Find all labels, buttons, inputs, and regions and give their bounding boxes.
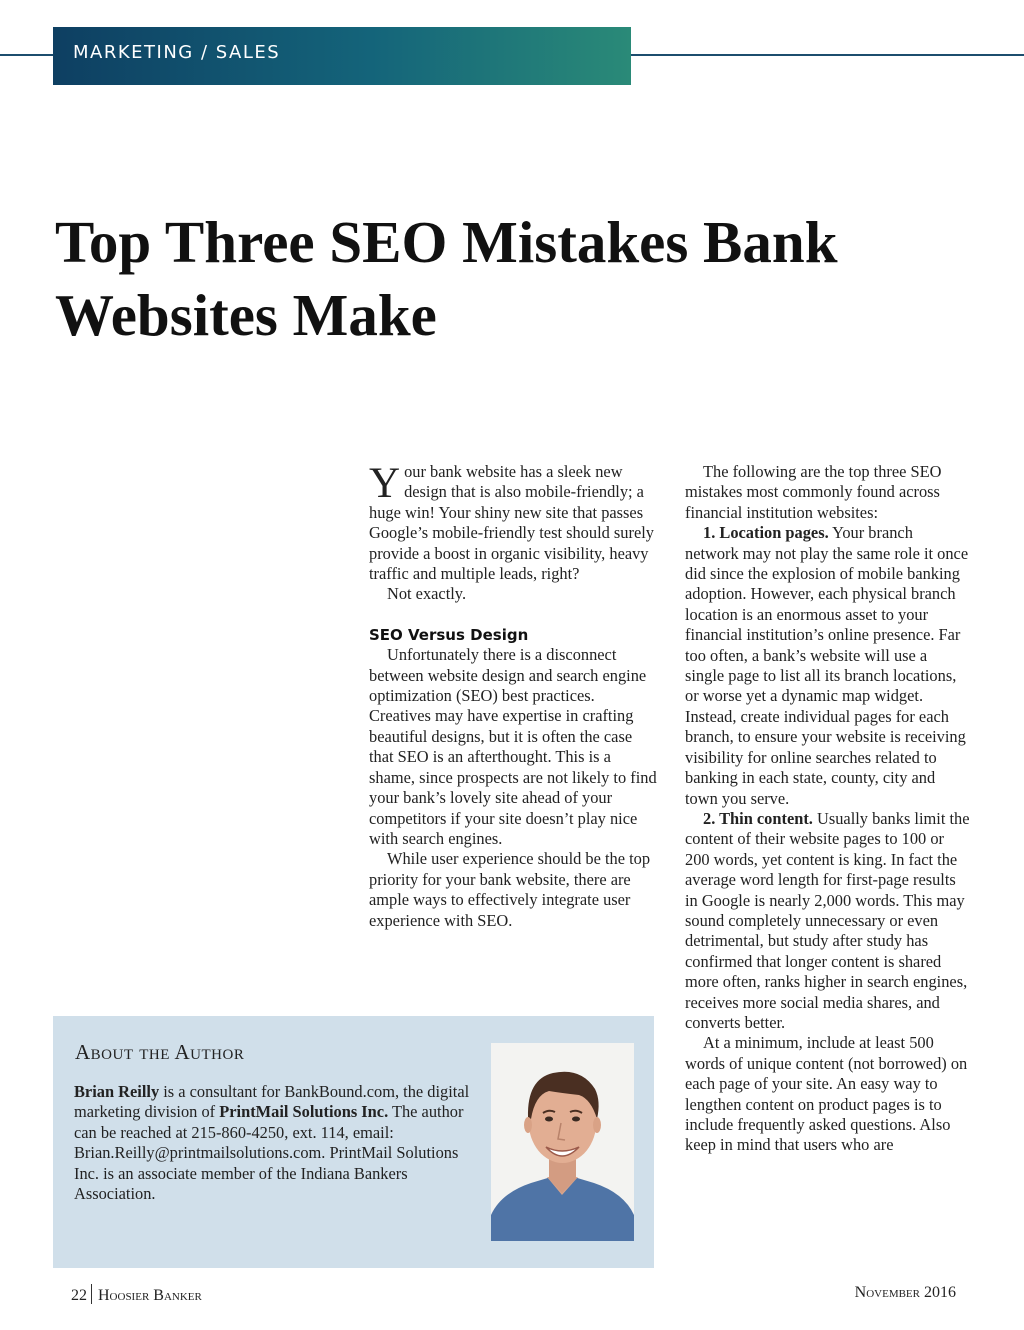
author-company: PrintMail Solutions Inc.: [219, 1102, 389, 1122]
footer-divider: [91, 1284, 92, 1304]
author-heading: About the Author: [75, 1040, 245, 1064]
author-name: Brian Reilly: [74, 1082, 160, 1101]
item1-title: 1. Location pages.: [703, 523, 829, 543]
about-author-box: [53, 1016, 654, 1268]
article-column-middle: [369, 462, 659, 931]
paragraph-user-experience: While user experience should be the top priority for your bank website, there are ample ways to effectively integrate user experience with SEO.: [369, 849, 651, 930]
article-headline: Top Three SEO Mistakes Bank Websites Make: [55, 209, 838, 348]
item-location-pages: [685, 523, 970, 809]
subheading: SEO Versus Design: [369, 625, 529, 644]
paragraph-disconnect: Unfortunately there is a disconnect between website design and search engine optimization (SEO) best practices. Creatives may have expertise in crafting beautiful designs, but it is often the case that SEO is an afterthought. This is a shame, since prospects are not likely to find your bank’s lovely site ahead of your competitors if your site doesn’t play nice with search engines.: [369, 645, 657, 848]
intro-paragraph: [369, 462, 659, 584]
section-banner: [53, 27, 631, 85]
issue-date: November 2016: [854, 1284, 956, 1301]
author-bio-text: is a consultant for BankBound.com, the digital marketing division of: [74, 1082, 470, 1122]
dropcap: Y: [369, 460, 401, 507]
publication-name: Hoosier Banker: [98, 1287, 202, 1304]
paragraph-top-three: The following are the top three SEO mistakes most commonly found across financial institution websites:: [685, 462, 942, 522]
item-thin-content: [685, 809, 970, 1033]
intro-text: our bank website has a sleek new design that is also mobile-friendly; a huge win! Your shiny new site that passes Google’s mobile-friendly test should surely provide a boost in organic visibility, heavy traffic and multiple leads, right?: [369, 462, 654, 584]
page-number: 22: [71, 1287, 87, 1304]
section-label: MARKETING / SALES: [73, 42, 281, 63]
author-photo: [491, 1043, 634, 1241]
article-column-right: [685, 462, 970, 1156]
item1-text: Your branch network may not play the same role it once did since the explosion of mobile banking adoption. However, each physical branch location is an enormous asset to your financial institution’s online presence. Far too often, a bank’s website will use a single page to list all its branch locations, or worse yet a dynamic map widget. Instead, create individual pages for each branch, to ensure your website is receiving visibility for online searches related to banking in each state, county, city and town you serve.: [685, 523, 969, 808]
item2-title: 2. Thin content.: [703, 808, 813, 828]
item2-text: Usually banks limit the content of their website pages to 100 or 200 words, yet content is king. In fact the average word length for first-page results in Google is nearly 2,000 words. This may sound completely unnecessary or even detrimental, but study after study has confirmed that longer content is shared more often, ranks higher in search engines, receives more social media shares, and converts better.: [685, 808, 970, 1032]
paragraph-minimum: At a minimum, include at least 500 words of unique content (not borrowed) on each page of your site. An easy way to lengthen content on product pages is to include frequently asked questions. Also keep in mind that users who are: [685, 1033, 968, 1155]
author-bio: [74, 1082, 486, 1204]
paragraph-not-exactly: Not exactly.: [387, 584, 467, 604]
author-headshot-icon: [491, 1043, 634, 1241]
footer-left: [71, 1284, 202, 1305]
author-contact-text: The author can be reached at 215-860-4250, ext. 114, email: Brian.Reilly@printmailsolutions.com. PrintMail Solutions Inc. is an associate member of the Indiana Bankers Association.: [74, 1102, 464, 1204]
